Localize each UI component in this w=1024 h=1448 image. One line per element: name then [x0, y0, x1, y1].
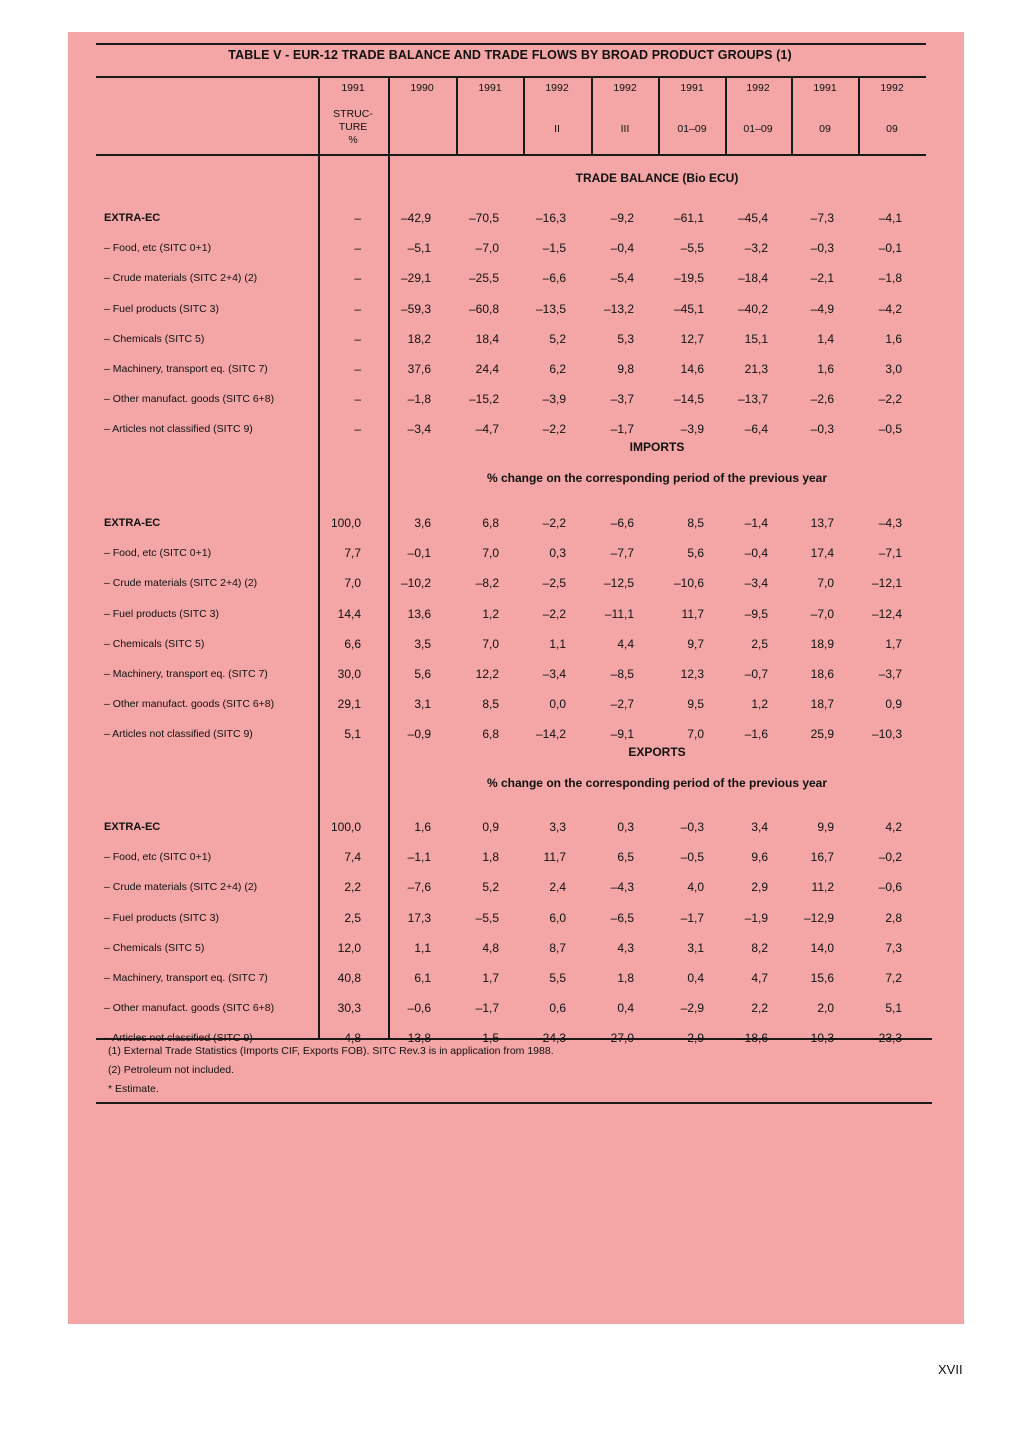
table-cell: 1,6 — [817, 362, 834, 376]
table-cell: –3,7 — [610, 392, 634, 407]
table-cell: –1,9 — [744, 910, 768, 925]
table-cell: –10,6 — [673, 576, 704, 591]
table-cell: –12,4 — [871, 606, 902, 621]
table-cell: 2,9 — [751, 880, 768, 895]
table-cell: 3,0 — [885, 362, 902, 376]
table-cell: 5,6 — [414, 667, 431, 681]
table-cell: –1,8 — [878, 271, 902, 286]
table-cell: –0,3 — [680, 820, 704, 834]
rule-under-title — [96, 76, 926, 78]
row-label: – Crude materials (SITC 2+4) (2) — [104, 577, 258, 590]
table-cell: 7,0 — [482, 546, 499, 561]
table-cell: –23,3 — [871, 1031, 902, 1046]
table-cell: 13,7 — [810, 516, 834, 530]
table-cell: –13,8 — [400, 1031, 431, 1046]
table-cell: 11,7 — [681, 606, 704, 621]
table-cell: –3,2 — [744, 241, 768, 256]
table-cell: –2,2 — [542, 516, 566, 530]
table-cell: – — [354, 241, 361, 256]
table-cell: 6,0 — [549, 910, 566, 925]
table-cell: 1,6 — [885, 331, 902, 346]
table-cell: 18,6 — [810, 667, 834, 681]
table-cell: 5,2 — [482, 880, 499, 895]
column-year: 1991 — [478, 82, 502, 94]
table-cell: 2,5 — [344, 910, 361, 925]
row-label: – Food, etc (SITC 0+1) — [104, 547, 212, 560]
table-cell: 14,4 — [337, 606, 361, 621]
table-cell: 18,2 — [407, 331, 431, 346]
table-cell: 0,4 — [617, 1001, 634, 1016]
table-cell: 0,6 — [549, 1001, 566, 1016]
table-cell: 40,8 — [337, 971, 361, 985]
column-year: 1992 — [880, 82, 904, 94]
table-cell: 2,5 — [751, 636, 768, 651]
table-cell: 5,2 — [549, 331, 566, 346]
table-cell: 37,6 — [407, 362, 431, 376]
column-period: II — [554, 123, 560, 135]
table-cell: 15,6 — [810, 971, 834, 985]
column-year: 1991 — [680, 82, 704, 94]
table-cell: 18,9 — [810, 636, 834, 651]
table-cell: 6,2 — [549, 362, 566, 376]
table-cell: 1,5 — [482, 1031, 499, 1046]
table-cell: 1,2 — [751, 697, 768, 712]
table-cell: 2,2 — [751, 1001, 768, 1016]
table-cell: – — [354, 211, 361, 225]
table-cell: –6,6 — [610, 516, 634, 530]
table-cell: –5,1 — [407, 241, 431, 256]
table-cell: –45,4 — [737, 211, 768, 225]
table-cell: 4,7 — [751, 971, 768, 985]
table-cell: 5,5 — [549, 971, 566, 985]
table-cell: –7,6 — [407, 880, 431, 895]
row-label: – Other manufact. goods (SITC 6+8) — [104, 393, 275, 406]
row-label: – Chemicals (SITC 5) — [104, 332, 205, 345]
table-cell: –42,9 — [400, 211, 431, 225]
table-cell: –2,2 — [542, 606, 566, 621]
table-cell: –7,0 — [475, 241, 499, 256]
table-cell: –0,6 — [407, 1001, 431, 1016]
table-cell: –8,2 — [475, 576, 499, 591]
table-cell: –1,7 — [680, 910, 704, 925]
row-label-total: EXTRA-EC — [104, 517, 161, 529]
table-cell: –16,3 — [535, 211, 566, 225]
table-cell: –25,5 — [468, 271, 499, 286]
table-cell: 2,0 — [817, 1001, 834, 1016]
table-cell: 10,3 — [810, 1031, 834, 1046]
table-cell: 3,6 — [414, 516, 431, 530]
table-cell: –3,4 — [542, 667, 566, 681]
table-cell: 14,0 — [810, 940, 834, 955]
table-cell: 0,3 — [617, 820, 634, 834]
table-cell: –24,3 — [535, 1031, 566, 1046]
table-cell: –0,4 — [610, 241, 634, 256]
table-cell: –7,0 — [810, 606, 834, 621]
table-cell: 30,0 — [337, 667, 361, 681]
table-cell: –2,2 — [542, 422, 566, 437]
column-year: 1991 — [813, 82, 837, 94]
table-cell: 5,1 — [344, 727, 361, 742]
table-cell: –4,3 — [878, 516, 902, 530]
table-cell: –15,2 — [468, 392, 499, 407]
table-cell: –6,4 — [744, 422, 768, 437]
structure-header-line: TURE — [338, 121, 368, 133]
table-cell: 9,8 — [617, 362, 634, 376]
table-cell: 6,5 — [617, 850, 634, 865]
table-cell: – — [354, 422, 361, 437]
table-cell: 12,7 — [680, 331, 704, 346]
table-cell: –9,1 — [610, 727, 634, 742]
table-cell: –12,1 — [871, 576, 902, 591]
structure-header-line: STRUC- — [333, 108, 373, 120]
table-cell: – — [354, 392, 361, 407]
rule-top — [96, 43, 926, 45]
table-cell: 7,4 — [344, 850, 361, 865]
table-cell: 9,7 — [687, 636, 704, 651]
table-cell: – — [354, 362, 361, 376]
table-cell: 11,7 — [543, 850, 566, 865]
table-cell: –45,1 — [673, 301, 704, 316]
row-label: – Crude materials (SITC 2+4) (2) — [104, 272, 258, 285]
header-col-divider — [858, 76, 860, 154]
table-cell: –3,9 — [542, 392, 566, 407]
table-cell: –2,5 — [542, 576, 566, 591]
column-period: 01–09 — [677, 123, 707, 135]
table-cell: 3,5 — [414, 636, 431, 651]
section-title: IMPORTS — [629, 440, 685, 454]
table-cell: 1,6 — [414, 820, 431, 834]
row-label: – Articles not classified (SITC 9) — [104, 728, 253, 741]
table-cell: 5,1 — [885, 1001, 902, 1016]
table-cell: –13,2 — [603, 301, 634, 316]
row-label: – Other manufact. goods (SITC 6+8) — [104, 698, 275, 711]
table-cell: 29,1 — [337, 697, 361, 712]
table-cell: 7,0 — [817, 576, 834, 591]
table-cell: –8,5 — [610, 667, 634, 681]
table-cell: 4,4 — [617, 636, 634, 651]
table-cell: –2,6 — [810, 392, 834, 407]
table-cell: –59,3 — [400, 301, 431, 316]
column-year: 1992 — [746, 82, 770, 94]
table-cell: 1,2 — [482, 606, 499, 621]
table-cell: –3,4 — [407, 422, 431, 437]
table-cell: 2,4 — [549, 880, 566, 895]
table-cell: –18,4 — [737, 271, 768, 286]
table-cell: –27,0 — [603, 1031, 634, 1046]
table-cell: –70,5 — [468, 211, 499, 225]
table-cell: 7,2 — [885, 971, 902, 985]
table-cell: –0,9 — [407, 727, 431, 742]
table-cell: –1,7 — [610, 422, 634, 437]
table-cell: 0,3 — [549, 546, 566, 561]
table-cell: –12,9 — [803, 910, 834, 925]
table-cell: 7,0 — [687, 727, 704, 742]
table-cell: –7,1 — [878, 546, 902, 561]
column-period: III — [620, 123, 630, 135]
table-cell: 15,1 — [744, 331, 768, 346]
column-period: 09 — [819, 123, 831, 135]
table-cell: –2,2 — [878, 392, 902, 407]
table-cell: –7,3 — [810, 211, 834, 225]
row-label: – Crude materials (SITC 2+4) (2) — [104, 881, 258, 894]
table-cell: –0,5 — [680, 850, 704, 865]
table-cell: 3,3 — [549, 820, 566, 834]
table-cell: –1,7 — [475, 1001, 499, 1016]
table-cell: –0,3 — [810, 422, 834, 437]
table-cell: –1,5 — [542, 241, 566, 256]
table-cell: 4,8 — [482, 940, 499, 955]
table-cell: –1,8 — [407, 392, 431, 407]
table-cell: 3,1 — [687, 940, 704, 955]
header-col-divider — [791, 76, 793, 154]
column-year: 1992 — [545, 82, 569, 94]
footnote: (1) External Trade Statistics (Imports CIF, Exports FOB). SITC Rev.3 is in application from 1988. — [108, 1045, 554, 1057]
table-cell: 4,2 — [885, 820, 902, 834]
table-cell: 17,4 — [810, 546, 834, 561]
row-label: – Articles not classified (SITC 9) — [104, 423, 253, 436]
table-cell: 2,2 — [344, 880, 361, 895]
section-title: TRADE BALANCE (Bio ECU) — [575, 171, 739, 185]
table-cell: 0,4 — [687, 971, 704, 985]
table-cell: –2,1 — [810, 271, 834, 286]
table-cell: 100,0 — [330, 516, 361, 530]
row-label: – Machinery, transport eq. (SITC 7) — [104, 972, 268, 984]
table-cell: 16,7 — [810, 850, 834, 865]
table-cell: –6,6 — [542, 271, 566, 286]
table-cell: 8,7 — [549, 940, 566, 955]
table-cell: 4,0 — [687, 880, 704, 895]
section-subtitle: % change on the corresponding period of the previous year — [486, 471, 828, 485]
row-label-total: EXTRA-EC — [104, 821, 161, 833]
table-cell: 4,3 — [617, 940, 634, 955]
table-cell: –5,5 — [680, 241, 704, 256]
table-cell: –0,7 — [744, 667, 768, 681]
table-cell: 13,6 — [407, 606, 431, 621]
table-cell: –0,1 — [407, 546, 431, 561]
header-col-divider — [725, 76, 727, 154]
table-title: TABLE V - EUR-12 TRADE BALANCE AND TRADE FLOWS BY BROAD PRODUCT GROUPS (1) — [228, 48, 792, 62]
table-cell: –4,9 — [810, 301, 834, 316]
row-label: – Machinery, transport eq. (SITC 7) — [104, 668, 268, 680]
table-cell: –4,1 — [878, 211, 902, 225]
footnote: * Estimate. — [108, 1083, 159, 1095]
column-year: 1990 — [410, 82, 434, 94]
table-cell: 8,5 — [482, 697, 499, 712]
rule-under-header — [96, 154, 926, 156]
table-cell: –0,3 — [810, 241, 834, 256]
table-cell: –4,2 — [878, 301, 902, 316]
table-cell: –11,1 — [604, 606, 634, 621]
table-cell: –60,8 — [468, 301, 499, 316]
table-cell: 1,8 — [617, 971, 634, 985]
table-cell: 2,8 — [885, 910, 902, 925]
table-cell: 6,6 — [344, 636, 361, 651]
footnote: (2) Petroleum not included. — [108, 1064, 235, 1076]
table-cell: –0,1 — [878, 241, 902, 256]
table-cell: 3,1 — [414, 697, 431, 712]
table-cell: –10,3 — [871, 727, 902, 742]
table-cell: –18,6 — [737, 1031, 768, 1046]
table-cell: 5,3 — [617, 331, 634, 346]
row-label: – Fuel products (SITC 3) — [104, 911, 219, 924]
column-period: 09 — [886, 123, 898, 135]
table-cell: 12,0 — [337, 940, 361, 955]
table-cell: –2,9 — [680, 1001, 704, 1016]
table-cell: –5,5 — [475, 910, 499, 925]
table-cell: 7,7 — [344, 546, 361, 561]
header-col-divider — [658, 76, 660, 154]
table-cell: –0,6 — [878, 880, 902, 895]
row-label: – Chemicals (SITC 5) — [104, 637, 205, 650]
table-cell: –3,4 — [744, 576, 768, 591]
column-year: 1992 — [613, 82, 637, 94]
table-cell: –14,5 — [673, 392, 704, 407]
table-cell: 4,8 — [344, 1031, 361, 1046]
table-cell: 30,3 — [337, 1001, 361, 1016]
table-cell: 21,3 — [744, 362, 768, 376]
table-cell: – — [354, 331, 361, 346]
structure-header — [318, 108, 388, 147]
table-cell: –12,5 — [603, 576, 634, 591]
table-cell: 7,0 — [482, 636, 499, 651]
table-cell: 5,6 — [687, 546, 704, 561]
row-label: – Food, etc (SITC 0+1) — [104, 851, 212, 864]
table-cell: –1,1 — [407, 850, 431, 865]
table-cell: 9,9 — [817, 820, 834, 834]
row-label: – Other manufact. goods (SITC 6+8) — [104, 1002, 275, 1015]
row-label: – Food, etc (SITC 0+1) — [104, 242, 212, 255]
table-cell: 18,4 — [475, 331, 499, 346]
table-cell: 14,6 — [680, 362, 704, 376]
table-cell: – — [354, 301, 361, 316]
table-cell: 1,7 — [885, 636, 902, 651]
table-cell: 12,2 — [475, 667, 499, 681]
table-cell: 7,3 — [885, 940, 902, 955]
table-cell: –2,7 — [610, 697, 634, 712]
table-cell: 18,7 — [810, 697, 834, 712]
table-cell: 24,4 — [475, 362, 499, 376]
table-cell: –9,2 — [610, 211, 634, 225]
row-label-total: EXTRA-EC — [104, 212, 161, 224]
table-cell: 7,0 — [344, 576, 361, 591]
table-cell: –7,7 — [610, 546, 634, 561]
table-cell: –1,6 — [744, 727, 768, 742]
table-cell: 8,2 — [751, 940, 768, 955]
row-label: – Fuel products (SITC 3) — [104, 302, 219, 315]
table-cell: –10,2 — [400, 576, 431, 591]
structure-header-line: % — [348, 134, 358, 146]
table-cell: 2,9 — [687, 1031, 704, 1046]
table-cell: 0,9 — [885, 697, 902, 712]
table-cell: –3,7 — [878, 667, 902, 681]
table-cell: 6,8 — [482, 516, 499, 530]
table-cell: 100,0 — [330, 820, 361, 834]
table-cell: –5,4 — [610, 271, 634, 286]
table-cell: – — [354, 271, 361, 286]
table-cell: 8,5 — [687, 516, 704, 530]
column-period: 01–09 — [743, 123, 773, 135]
table-cell: 17,3 — [407, 910, 431, 925]
table-cell: –29,1 — [400, 271, 431, 286]
page-number: XVII — [938, 1362, 963, 1377]
section-subtitle: % change on the corresponding period of the previous year — [486, 776, 828, 790]
table-cell: 1,4 — [817, 331, 834, 346]
table-cell: –13,7 — [737, 392, 768, 407]
table-cell: –40,2 — [737, 301, 768, 316]
table-cell: –1,4 — [744, 516, 768, 530]
table-cell: 25,9 — [810, 727, 834, 742]
row-label: – Chemicals (SITC 5) — [104, 941, 205, 954]
table-cell: 1,1 — [549, 636, 566, 651]
header-col-divider — [591, 76, 593, 154]
header-col-divider — [523, 76, 525, 154]
table-cell: –4,7 — [475, 422, 499, 437]
table-cell: 1,8 — [482, 850, 499, 865]
row-label: – Fuel products (SITC 3) — [104, 607, 219, 620]
column-year: 1991 — [341, 82, 365, 94]
row-label: – Machinery, transport eq. (SITC 7) — [104, 363, 268, 375]
table-cell: 6,8 — [482, 727, 499, 742]
table-cell: 0,9 — [482, 820, 499, 834]
table-cell: –6,5 — [610, 910, 634, 925]
table-cell: –14,2 — [535, 727, 566, 742]
table-cell: 11,2 — [811, 880, 834, 895]
table-cell: 12,3 — [680, 667, 704, 681]
row-label: – Articles not classified (SITC 9) — [104, 1032, 253, 1045]
table-cell: 0,0 — [549, 697, 566, 712]
rule-foot — [96, 1102, 932, 1104]
table-cell: –61,1 — [673, 211, 704, 225]
table-cell: –13,5 — [535, 301, 566, 316]
table-cell: –0,2 — [878, 850, 902, 865]
table-cell: 3,4 — [751, 820, 768, 834]
table-cell: –0,4 — [744, 546, 768, 561]
table-cell: 9,6 — [751, 850, 768, 865]
table-cell: 6,1 — [414, 971, 431, 985]
section-title: EXPORTS — [628, 745, 686, 759]
table-cell: –19,5 — [673, 271, 704, 286]
table-cell: –9,5 — [744, 606, 768, 621]
table-cell: 1,7 — [482, 971, 499, 985]
table-cell: 9,5 — [687, 697, 704, 712]
table-cell: –0,5 — [878, 422, 902, 437]
table-cell: –3,9 — [680, 422, 704, 437]
table-cell: 1,1 — [414, 940, 431, 955]
table-cell: –4,3 — [610, 880, 634, 895]
header-col-divider — [456, 76, 458, 154]
